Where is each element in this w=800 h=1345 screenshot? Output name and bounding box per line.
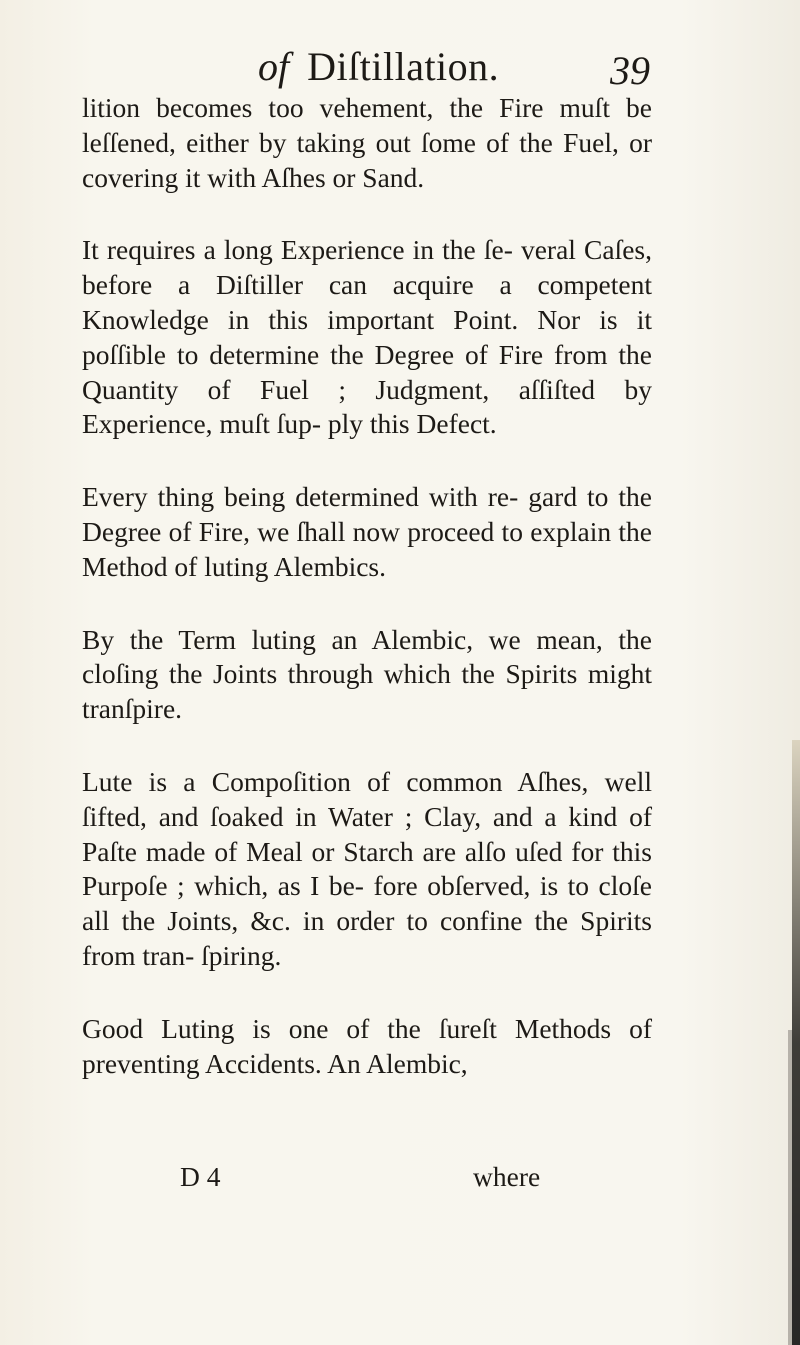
page-number: 39: [610, 48, 650, 93]
paragraph-gap: [82, 585, 652, 623]
paragraph-2: It requires a long Experience in the ſe- veral Caſes, before a Diſtiller can acquire a competent Knowledge in this important Point. Nor is it poſſible to determine the Degree of Fire from the Quantity of Fuel ; Judgment, aſſiſted by Experience, muſt ſup- ply this Defect.: [82, 234, 652, 440]
paragraph-gap: [82, 195, 652, 233]
signature-mark: D 4: [180, 1161, 221, 1192]
page-edge-line: [788, 1030, 792, 1345]
paragraph-gap: [82, 442, 652, 480]
paragraph-gap: [82, 727, 652, 765]
paragraph-6: Good Luting is one of the ſureſt Methods of preventing Accidents. An Alembic,: [82, 1012, 652, 1079]
paragraph-gap: [82, 974, 652, 1012]
paragraph-1: lition becomes too vehement, the Fire muſt be leſſened, either by taking out ſome of the Fuel, or covering it with Aſhes or Sand.: [82, 92, 652, 193]
paragraph-3: Every thing being determined with re- gard to the Degree of Fire, we ſhall now proceed to explain the Method of luting Alembics.: [82, 481, 652, 582]
catchword: where: [473, 1161, 541, 1192]
header-prefix: of: [258, 44, 290, 89]
paragraph-4: By the Term luting an Alembic, we mean, the cloſing the Joints through which the Spirits might tranſpire.: [82, 623, 652, 725]
page-edge-shadow: [792, 740, 800, 1345]
page-body: [82, 91, 652, 1081]
header-title: Diſtillation.: [307, 44, 500, 89]
page-header: [258, 42, 658, 92]
paragraph-5: Lute is a Compoſition of common Aſhes, well ſifted, and ſoaked in Water ; Clay, and a kind of Paſte made of Meal or Starch are alſo uſed for this Purpoſe ; which, as I be- fore obſerved, is to cloſe all the Joints, &c. in order to confine the Spirits from tran- ſpiring.: [82, 765, 652, 971]
